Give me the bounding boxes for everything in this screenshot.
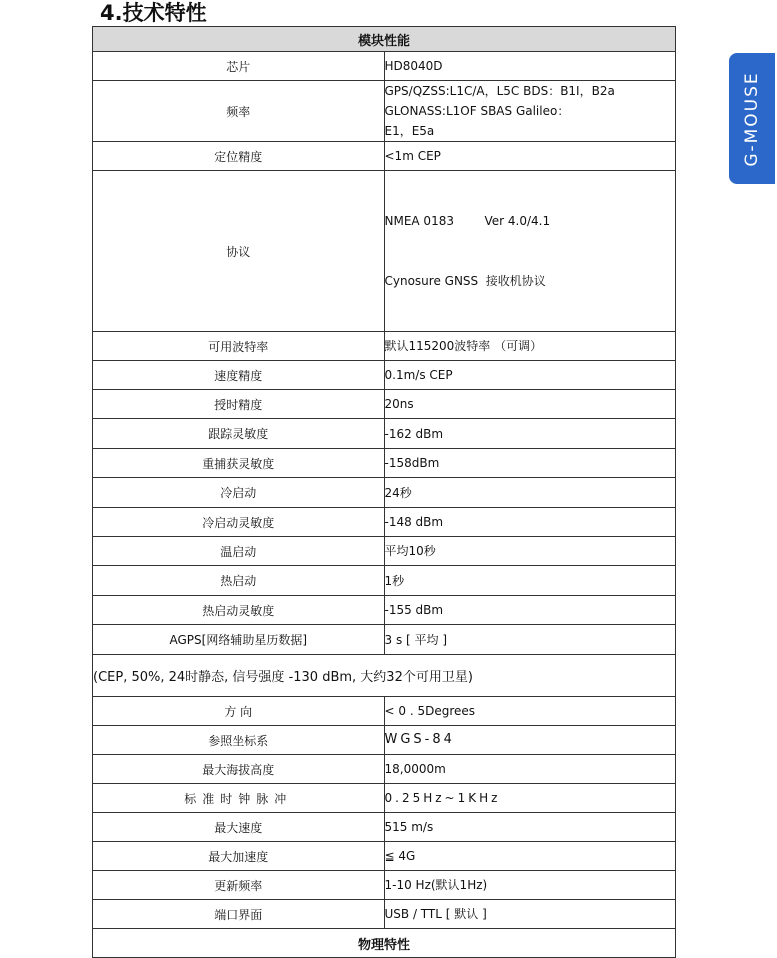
row-label: 最大速度	[93, 813, 385, 842]
row-label: 重捕获灵敏度	[93, 449, 385, 478]
table-row	[93, 52, 676, 81]
row-label: 最大海拔高度	[93, 755, 385, 784]
table-note: (CEP, 50%, 24时静态, 信号强度 -130 dBm, 大约32个可用卫星)	[93, 655, 676, 697]
row-value: USB / TTL [ 默认 ]	[384, 900, 676, 929]
table-row	[93, 566, 676, 596]
row-label: 热启动灵敏度	[93, 596, 385, 625]
row-value: < 0 . 5Degrees	[384, 697, 676, 726]
table-row	[93, 625, 676, 655]
table-row	[93, 900, 676, 929]
row-value: 1秒	[384, 566, 676, 596]
row-value	[384, 171, 676, 332]
row-label: 授时精度	[93, 390, 385, 419]
table-row	[93, 755, 676, 784]
table-footer-row	[93, 929, 676, 958]
table-row	[93, 697, 676, 726]
table-row	[93, 508, 676, 537]
table-row	[93, 871, 676, 900]
row-value: 0.1m/s CEP	[384, 361, 676, 390]
row-value: 18,0000m	[384, 755, 676, 784]
row-label: 标准时钟脉冲	[93, 784, 385, 813]
table-header-physical: 物理特性	[93, 929, 676, 958]
row-value: -162 dBm	[384, 419, 676, 449]
table-row	[93, 361, 676, 390]
table-row	[93, 390, 676, 419]
section-title: 4.技术特性	[100, 1, 207, 25]
row-value: <1m CEP	[384, 142, 676, 171]
table-row	[93, 596, 676, 625]
table-row	[93, 537, 676, 566]
row-value: 平均10秒	[384, 537, 676, 566]
table-row	[93, 813, 676, 842]
row-label: 热启动	[93, 566, 385, 596]
row-value: 0.25Hz~1KHz	[384, 784, 676, 813]
table-row	[93, 419, 676, 449]
row-value: ≦ 4G	[384, 842, 676, 871]
row-label: 芯片	[93, 52, 385, 81]
row-label: 冷启动灵敏度	[93, 508, 385, 537]
table-row	[93, 81, 676, 142]
row-label: 跟踪灵敏度	[93, 419, 385, 449]
row-value-line1: GPS/QZSS:L1C/A，L5C BDS：B1I，B2a GLONASS:L1OF SBAS Galileo：	[384, 84, 615, 118]
row-label: 最大加速度	[93, 842, 385, 871]
row-value: WGS-84	[384, 726, 676, 755]
row-label: 速度精度	[93, 361, 385, 390]
table-row	[93, 478, 676, 508]
row-label: 方 向	[93, 697, 385, 726]
row-label: 冷启动	[93, 478, 385, 508]
row-value: -148 dBm	[384, 508, 676, 537]
row-label: 协议	[93, 171, 385, 332]
row-label: 更新频率	[93, 871, 385, 900]
row-label: 频率	[93, 81, 385, 142]
row-label: 端口界面	[93, 900, 385, 929]
row-value: -155 dBm	[384, 596, 676, 625]
table-header-row	[93, 27, 676, 52]
table-row	[93, 784, 676, 813]
table-note-row	[93, 655, 676, 697]
row-label: 定位精度	[93, 142, 385, 171]
table-row	[93, 171, 676, 332]
row-value-line1: NMEA 0183 Ver 4.0/4.1	[384, 214, 551, 228]
row-value: 1-10 Hz(默认1Hz)	[384, 871, 676, 900]
table-row	[93, 142, 676, 171]
row-value: 515 m/s	[384, 813, 676, 842]
table-row	[93, 332, 676, 361]
table-row	[93, 726, 676, 755]
table-header-performance: 模块性能	[93, 27, 676, 52]
row-value: HD8040D	[384, 52, 676, 81]
row-label: 参照坐标系	[93, 726, 385, 755]
row-value: -158dBm	[384, 449, 676, 478]
row-label: 可用波特率	[93, 332, 385, 361]
row-value: 24秒	[384, 478, 676, 508]
row-value-line2: Cynosure GNSS 接收机协议	[384, 274, 546, 288]
spec-table	[92, 26, 676, 958]
row-value-line2: E1，E5a	[384, 124, 435, 138]
row-value: 3 s [ 平均 ]	[384, 625, 676, 655]
row-value: 默认115200波特率 （可调）	[384, 332, 676, 361]
side-tab	[729, 53, 775, 184]
row-label: AGPS[网络辅助星历数据]	[93, 625, 385, 655]
table-row	[93, 842, 676, 871]
table-row	[93, 449, 676, 478]
row-label: 温启动	[93, 537, 385, 566]
side-tab-label: G-MOUSE	[742, 70, 762, 167]
row-value: 20ns	[384, 390, 676, 419]
row-value	[384, 81, 676, 142]
